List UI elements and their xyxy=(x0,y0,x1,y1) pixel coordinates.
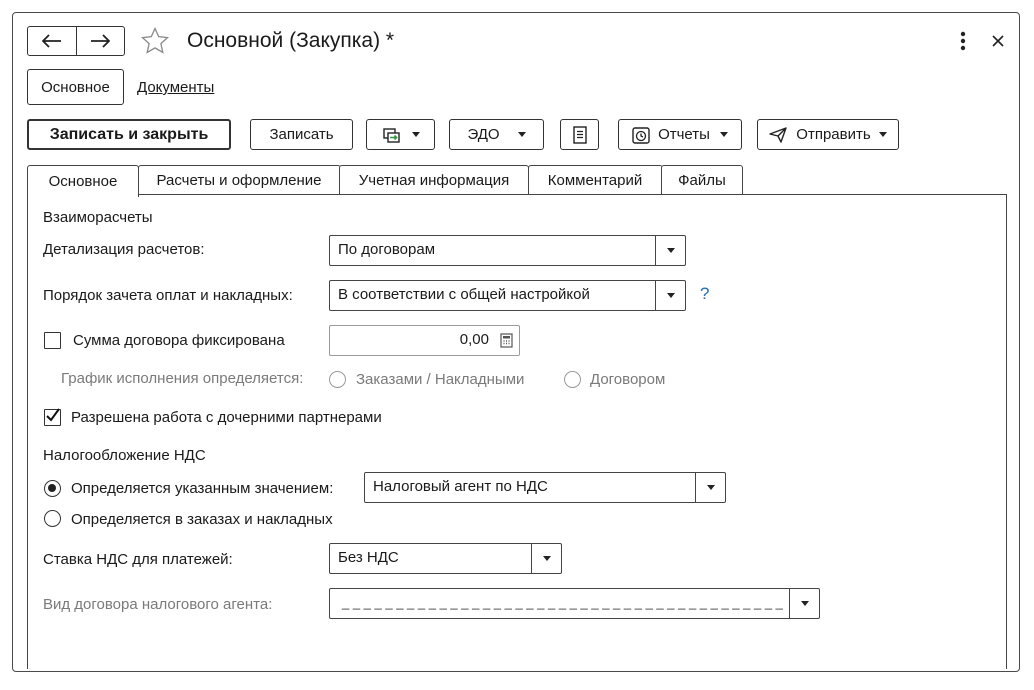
offset-select[interactable] xyxy=(329,280,686,311)
calculator-icon xyxy=(500,333,513,348)
create-based-on-button[interactable] xyxy=(366,119,435,150)
tab-files[interactable]: Файлы xyxy=(661,165,743,195)
star-icon xyxy=(141,27,169,54)
reports-button[interactable] xyxy=(618,119,742,150)
chevron-down-icon xyxy=(667,293,675,298)
document-icon xyxy=(573,126,587,144)
close-icon xyxy=(992,35,1004,47)
chevron-down-icon xyxy=(801,601,809,606)
send-label: Отправить xyxy=(796,126,871,143)
dropdown-button[interactable] xyxy=(655,281,685,310)
fixed-sum-label: Сумма договора фиксирована xyxy=(73,332,285,349)
edo-label: ЭДО xyxy=(467,126,500,143)
chevron-down-icon xyxy=(543,556,551,561)
vat-value: Налоговый агент по НДС xyxy=(373,478,548,495)
tab-comment[interactable]: Комментарий xyxy=(528,165,663,195)
paper-plane-icon xyxy=(769,127,787,143)
tab-content-panel xyxy=(27,194,1007,669)
tab-bar xyxy=(27,165,742,195)
detail-select[interactable] xyxy=(329,235,686,266)
vat-rate-label: Ставка НДС для платежей: xyxy=(43,551,233,568)
schedule-contract-label: Договором xyxy=(590,371,666,388)
print-document-button[interactable] xyxy=(560,119,599,150)
vat-rate-select[interactable] xyxy=(329,543,562,574)
chevron-down-icon xyxy=(667,248,675,253)
settlements-heading: Взаиморасчеты xyxy=(43,209,153,226)
dropdown-button[interactable] xyxy=(655,236,685,265)
vat-specified-label: Определяется указанным значением: xyxy=(71,480,334,497)
calculator-button[interactable] xyxy=(493,326,519,355)
dropdown-button[interactable] xyxy=(789,589,819,618)
fixed-sum-checkbox[interactable] xyxy=(44,332,61,349)
document-window xyxy=(12,12,1020,672)
section-main-button[interactable]: Основное xyxy=(27,69,124,105)
offset-value: В соответствии с общей настройкой xyxy=(338,286,590,303)
tab-accounting-info[interactable]: Учетная информация xyxy=(339,165,529,195)
create-based-on-icon xyxy=(382,126,402,144)
window-title: Основной (Закупка) * xyxy=(187,29,395,52)
radio-selected-dot xyxy=(48,484,56,492)
offset-label: Порядок зачета оплат и накладных: xyxy=(43,287,293,304)
schedule-contract-radio[interactable] xyxy=(564,371,581,388)
tab-settlements[interactable]: Расчеты и оформление xyxy=(138,165,341,195)
clock-report-icon xyxy=(632,126,650,144)
help-icon[interactable]: ? xyxy=(700,284,710,303)
edo-button[interactable] xyxy=(449,119,544,150)
chevron-down-icon xyxy=(879,132,887,137)
chevron-down-icon xyxy=(720,132,728,137)
vat-value-select[interactable] xyxy=(364,472,726,503)
schedule-label: График исполнения определяется: xyxy=(61,370,304,387)
forward-button[interactable] xyxy=(76,27,125,55)
checkmark-icon xyxy=(44,407,61,424)
section-documents-link[interactable]: Документы xyxy=(137,79,215,96)
dropdown-button[interactable] xyxy=(531,544,561,573)
vat-in-orders-label: Определяется в заказах и накладных xyxy=(71,511,333,528)
kebab-menu-icon xyxy=(960,31,966,51)
agent-contract-value: _ _ _ _ _ _ _ _ _ _ _ _ _ _ _ _ _ _ _ _ _ _ _ _ _ _ _ _ _ _ _ _ _ _ _ _ _ _ _ _ _ xyxy=(342,595,783,610)
dropdown-button[interactable] xyxy=(695,473,725,502)
chevron-down-icon xyxy=(412,132,420,137)
schedule-orders-radio[interactable] xyxy=(329,371,346,388)
save-button[interactable]: Записать xyxy=(250,119,353,150)
schedule-orders-label: Заказами / Накладными xyxy=(356,371,525,388)
tab-main[interactable]: Основное xyxy=(27,165,139,197)
child-partners-checkbox[interactable] xyxy=(44,409,61,426)
detail-label: Детализация расчетов: xyxy=(43,241,205,258)
navigation-group xyxy=(27,26,125,56)
child-partners-label: Разрешена работа с дочерними партнерами xyxy=(71,409,382,426)
fixed-sum-input[interactable] xyxy=(329,325,520,356)
vat-heading: Налогообложение НДС xyxy=(43,447,206,464)
back-button[interactable] xyxy=(28,27,76,55)
save-and-close-button[interactable]: Записать и закрыть xyxy=(27,119,231,150)
chevron-down-icon xyxy=(707,485,715,490)
detail-value: По договорам xyxy=(338,241,436,258)
chevron-down-icon xyxy=(518,132,526,137)
send-button[interactable] xyxy=(757,119,899,150)
favorite-star-button[interactable] xyxy=(141,27,169,58)
agent-contract-select[interactable] xyxy=(329,588,820,619)
agent-contract-label: Вид договора налогового агента: xyxy=(43,596,273,613)
more-menu-button[interactable] xyxy=(953,27,973,55)
arrow-right-icon xyxy=(90,34,110,48)
arrow-left-icon xyxy=(42,34,62,48)
close-button[interactable] xyxy=(988,31,1008,51)
fixed-sum-value: 0,00 xyxy=(459,331,489,348)
vat-rate-value: Без НДС xyxy=(338,549,399,566)
reports-label: Отчеты xyxy=(658,126,710,143)
vat-specified-radio[interactable] xyxy=(44,480,61,497)
vat-in-orders-radio[interactable] xyxy=(44,510,61,527)
